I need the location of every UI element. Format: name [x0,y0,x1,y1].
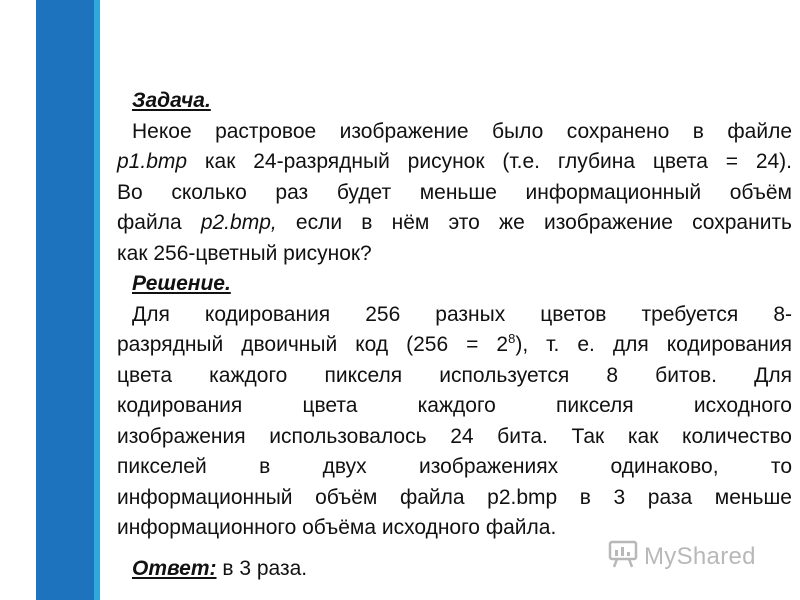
answer-text: в 3 раза. [216,556,308,580]
slide-content [117,86,792,584]
filename-p1: p1.bmp [117,150,188,173]
myshared-watermark [607,538,756,575]
task-line-2: p1.bmp как 24-разрядный рисунок (т.е. глубина цвета = 24). [117,150,792,173]
solution-line-7: информационный объём файла p2.bmp в 3 раза меньше [117,485,792,509]
solution-line-5: изображения использовалось 24 бита. Так как количество [117,424,792,448]
filename-p2: p2.bmp, [200,211,277,234]
task-line-3: Во сколько раз будет меньше информационный объём [117,180,792,204]
left-accent-stripe-light [94,0,100,600]
task-line-1: Некое растровое изображение было сохранено в файле [132,119,792,143]
solution-line-1: Для кодирования 256 разных цветов требуется 8- [132,302,792,326]
solution-line-3: цвета каждого пикселя используется 8 битов. Для [117,363,792,387]
task-heading: Задача. [132,89,211,112]
solution-line-2: разрядный двоичный код $(256 = 2^8)$, т. е. для кодирования [117,331,793,356]
task-line-5: как 256-цветный рисунок? [117,241,372,265]
watermark-text: MyShared [644,542,756,570]
solution-heading: Решение. [132,272,231,295]
solution-line-4: кодирования цвета каждого пикселя исходного [117,394,792,417]
task-line-4: файла p2.bmp, если в нём это же изображение сохранить [117,211,792,234]
presentation-board-icon [607,538,639,575]
solution-line-8: информационного объёма исходного файла. [117,516,557,539]
exponent: 8 [508,331,516,346]
answer-label: Ответ: [132,556,217,580]
left-accent-stripe [36,0,94,600]
solution-line-6: пикселей в двух изображениях одинаково, то [117,455,792,478]
